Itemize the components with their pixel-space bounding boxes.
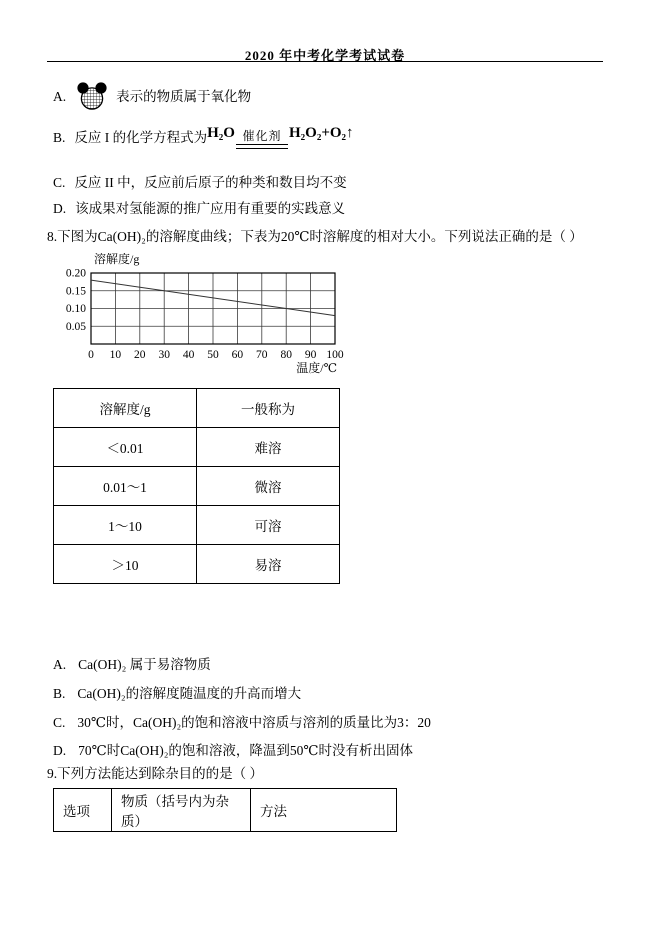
svg-text:80: 80 [280, 349, 292, 361]
svg-text:100: 100 [326, 349, 344, 361]
svg-text:0.20: 0.20 [65, 267, 86, 280]
option-label: C. [53, 175, 66, 190]
table-cell: 难溶 [197, 428, 340, 467]
q9-stem: 9.下列方法能达到除杂目的的是（ ） [47, 766, 263, 781]
q8-option-a [53, 657, 211, 672]
table-cell: 可溶 [197, 506, 340, 545]
q7-option-b [53, 121, 354, 153]
column-header: 方法 [251, 789, 397, 832]
svg-text:温度/℃: 温度/℃ [296, 361, 337, 375]
option-text: 反应 II 中，反应前后原子的种类和数目均不变 [74, 175, 347, 190]
table-row [54, 467, 340, 506]
column-header: 选项 [54, 789, 112, 832]
table-cell: ＜0.01 [54, 428, 197, 467]
table-row [54, 545, 340, 584]
product-formula: H₂O₂+O₂↑ [288, 124, 354, 141]
option-label: B. [53, 686, 66, 701]
q8-option-b [53, 686, 301, 701]
table-header-row [54, 789, 397, 832]
option-text: 表示的物质属于氧化物 [116, 88, 252, 104]
option-text: Ca(OH)₂ 属于易溶物质 [78, 657, 211, 672]
table-header-row [54, 389, 340, 428]
column-header: 溶解度/g [54, 389, 197, 428]
option-text: 30℃时，Ca(OH)₂的饱和溶液中溶质与溶剂的质量比为3：20 [77, 715, 431, 730]
table-row [54, 428, 340, 467]
svg-text:60: 60 [231, 349, 244, 361]
svg-text:90: 90 [304, 349, 317, 361]
svg-text:0: 0 [88, 349, 94, 361]
svg-text:30: 30 [158, 349, 170, 361]
purification-table [53, 788, 397, 832]
svg-text:0.15: 0.15 [65, 285, 86, 298]
q7-option-a [53, 81, 251, 111]
svg-text:0.10: 0.10 [65, 303, 86, 315]
column-header: 物质（括号内为杂质） [112, 789, 251, 832]
table-cell: 微溶 [197, 467, 340, 506]
option-label: A. [53, 657, 67, 672]
reactant-formula: H₂O [207, 124, 235, 141]
equation-double-line [236, 144, 288, 149]
q7-option-c [53, 175, 347, 190]
svg-text:50: 50 [207, 349, 219, 361]
column-header: 一般称为 [197, 389, 340, 428]
table-cell: 0.01～1 [54, 467, 197, 506]
option-label: A. [53, 88, 67, 104]
q7-option-d [53, 201, 345, 216]
page-title: 2020 年中考化学考试试卷 [244, 48, 406, 63]
catalyst-label: 催化剂 [242, 128, 282, 143]
svg-text:20: 20 [134, 349, 146, 361]
option-text: Ca(OH)₂的溶解度随温度的升高而增大 [77, 686, 302, 701]
q8-option-c [53, 715, 431, 730]
option-text: 70℃时Ca(OH)₂的饱和溶液，降温到50℃时没有析出固体 [78, 743, 414, 758]
option-label: D. [53, 201, 67, 216]
option-label: C. [53, 715, 66, 730]
svg-text:40: 40 [182, 349, 195, 361]
svg-text:溶解度/g: 溶解度/g [94, 253, 140, 266]
option-text: 反应 I 的化学方程式为 [74, 129, 208, 145]
water-molecule-icon [75, 81, 109, 111]
option-label: B. [53, 129, 66, 145]
header-divider [47, 61, 603, 62]
table-cell: 1～10 [54, 506, 197, 545]
table-cell: ＞10 [54, 545, 197, 584]
q8-stem: 8.下图为Ca(OH)₂的溶解度曲线；下表为20℃时溶解度的相对大小。下列说法正确的是（ ） [47, 229, 583, 244]
option-label: D. [53, 743, 67, 758]
solubility-chart [57, 253, 357, 382]
svg-text:70: 70 [256, 349, 268, 361]
table-row [54, 506, 340, 545]
svg-text:10: 10 [109, 349, 122, 361]
solubility-scale-table [53, 388, 340, 584]
catalyst-arrow [236, 130, 288, 150]
svg-text:0.05: 0.05 [65, 320, 86, 333]
table-cell: 易溶 [197, 545, 340, 584]
reaction-equation [207, 125, 353, 150]
option-text: 该成果对氢能源的推广应用有重要的实践意义 [75, 201, 346, 216]
q8-option-d [53, 743, 413, 758]
